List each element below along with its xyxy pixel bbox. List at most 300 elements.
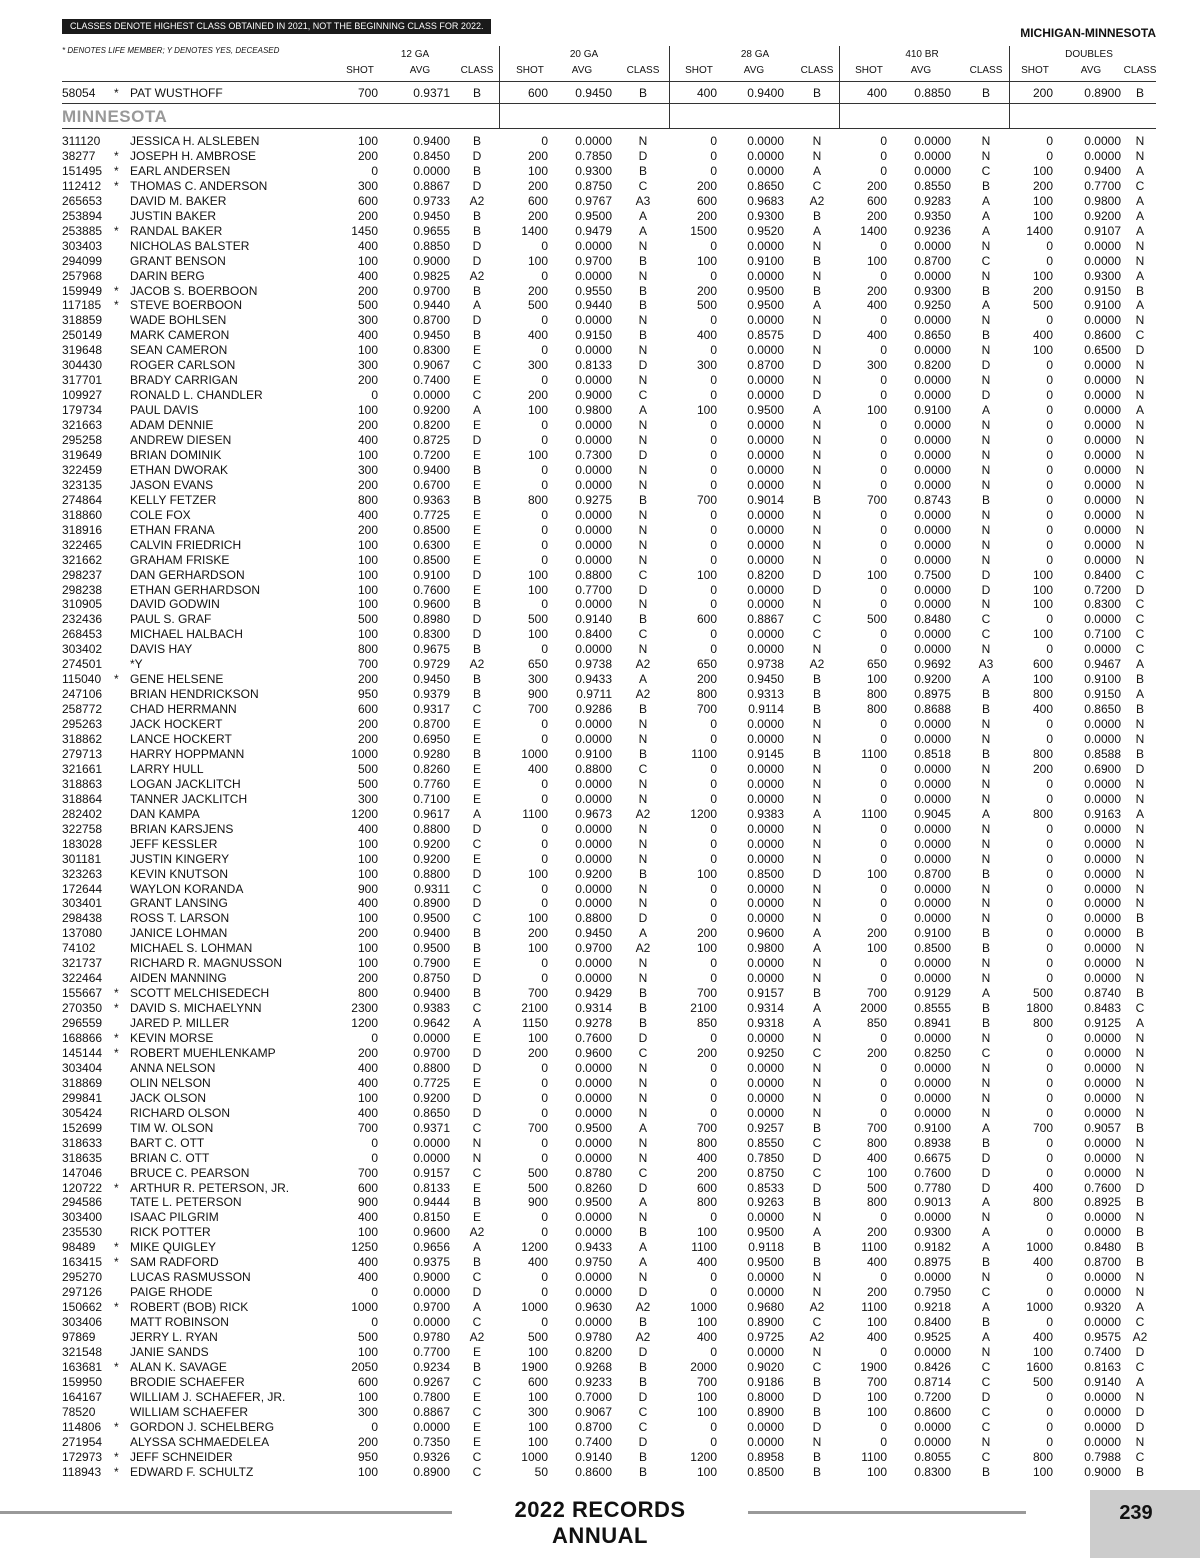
average: 0.0000 [575, 956, 612, 970]
class-value: N [812, 373, 822, 387]
average: 0.0000 [1084, 732, 1121, 746]
shot-count: 0 [710, 852, 717, 866]
class-value: B [981, 1315, 990, 1329]
shot-count: 700 [696, 493, 717, 507]
member-id: 114806 [62, 1420, 102, 1434]
shot-count: 100 [866, 568, 887, 582]
average: 0.0000 [575, 538, 612, 552]
shot-count: 300 [357, 313, 378, 327]
shot-count: 100 [527, 941, 548, 955]
class-value: C [638, 1420, 648, 1434]
shot-count: 800 [357, 493, 378, 507]
average: 0.0000 [1084, 418, 1121, 432]
class-value: D [638, 1285, 648, 1299]
class-value: C [638, 1405, 648, 1419]
member-id: 115040 [62, 672, 102, 686]
class-value: N [812, 882, 822, 896]
class-value: N [981, 822, 991, 836]
table-row [0, 837, 1200, 852]
average: 0.9383 [413, 1001, 450, 1015]
average: 0.8055 [914, 1450, 951, 1464]
class-value: N [638, 837, 648, 851]
class-value: B [981, 1136, 990, 1150]
class-value: B [812, 1405, 821, 1419]
average: 0.8780 [575, 1166, 612, 1180]
shot-count: 0 [1046, 732, 1053, 746]
average: 0.8200 [413, 418, 450, 432]
class-value: D [472, 1061, 482, 1075]
footer-rule-left [0, 1511, 452, 1514]
class-value: N [812, 313, 822, 327]
class-value: N [638, 343, 648, 357]
average: 0.0000 [1084, 717, 1121, 731]
shot-count: 100 [527, 627, 548, 641]
class-value: A [981, 672, 990, 686]
class-value: B [472, 747, 481, 761]
class-value: B [1135, 986, 1144, 1000]
table-row [0, 597, 1200, 612]
average: 0.9500 [747, 1255, 784, 1269]
member-id: 296559 [62, 1016, 103, 1030]
shot-count: 0 [1046, 956, 1053, 970]
class-value: B [1135, 1255, 1144, 1269]
average: 0.9140 [575, 612, 612, 626]
shot-count: 100 [527, 583, 548, 597]
average: 0.9000 [1084, 1465, 1121, 1479]
class-value: A [1135, 657, 1144, 671]
shooter-name: JARED P. MILLER [130, 1016, 230, 1030]
member-id: 258772 [62, 702, 103, 716]
shot-count: 0 [541, 717, 548, 731]
class-value: D [812, 358, 822, 372]
class-value: A [472, 403, 481, 417]
shot-count: 0 [1046, 1031, 1053, 1045]
average: 0.9278 [575, 1016, 612, 1030]
class-value: N [812, 896, 822, 910]
class-value: B [981, 86, 990, 100]
class-value: B [981, 747, 990, 761]
table-row [0, 583, 1200, 598]
sub-header-shot: SHOT [855, 65, 883, 76]
class-value: N [638, 553, 648, 567]
shot-count: 0 [541, 269, 548, 283]
shot-count: 1400 [860, 224, 887, 238]
class-value: E [472, 448, 481, 462]
sub-header-avg: AVG [910, 65, 932, 76]
average: 0.0000 [1084, 642, 1121, 656]
class-value: N [812, 762, 822, 776]
member-id: 303402 [62, 642, 103, 656]
average: 0.0000 [413, 1315, 450, 1329]
class-value: C [981, 627, 991, 641]
class-value: D [472, 627, 482, 641]
shooter-name: BART C. OTT [130, 1136, 205, 1150]
shot-count: 0 [541, 418, 548, 432]
shot-count: 600 [357, 1375, 378, 1389]
average: 0.0000 [747, 837, 784, 851]
class-value: B [472, 284, 481, 298]
class-value: C [981, 1420, 991, 1434]
life-member-mark: * [114, 1240, 119, 1254]
shot-count: 100 [696, 867, 717, 881]
member-id: 270350 [62, 1001, 103, 1015]
average: 0.0000 [575, 508, 612, 522]
average: 0.9000 [413, 1270, 450, 1284]
shot-count: 100 [357, 343, 378, 357]
shot-count: 800 [527, 493, 548, 507]
average: 0.0000 [747, 732, 784, 746]
shot-count: 0 [541, 1091, 548, 1105]
shot-count: 0 [880, 134, 887, 148]
shot-count: 0 [880, 523, 887, 537]
life-member-mark: * [114, 1420, 119, 1434]
class-value: N [1135, 1435, 1145, 1449]
class-value: D [638, 149, 648, 163]
table-row [0, 448, 1200, 463]
average: 0.9100 [575, 747, 612, 761]
class-value: N [981, 777, 991, 791]
shooter-name: ROBERT MUEHLENKAMP [130, 1046, 276, 1060]
average: 0.9300 [1084, 269, 1121, 283]
shot-count: 0 [710, 896, 717, 910]
shot-count: 400 [866, 1255, 887, 1269]
table-row [0, 732, 1200, 747]
shooter-name: ADAM DENNIE [130, 418, 214, 432]
shot-count: 400 [866, 298, 887, 312]
sub-header-class: CLASS [626, 65, 660, 76]
average: 0.8850 [914, 86, 951, 100]
average: 0.9371 [413, 86, 450, 100]
class-value: N [981, 343, 991, 357]
table-row [0, 1001, 1200, 1016]
class-value: B [472, 328, 481, 342]
shot-count: 0 [541, 313, 548, 327]
class-value: B [812, 1240, 821, 1254]
table-row [0, 553, 1200, 568]
average: 0.9600 [413, 1225, 450, 1239]
average: 0.9236 [914, 224, 951, 238]
group-header: 20 GA [569, 49, 599, 60]
class-value: N [638, 433, 648, 447]
average: 0.0000 [575, 1315, 612, 1329]
class-value: D [472, 1106, 482, 1120]
member-id: 118943 [62, 1465, 102, 1479]
average: 0.8800 [413, 822, 450, 836]
table-row [0, 896, 1200, 911]
shot-count: 400 [1032, 1181, 1053, 1195]
class-value: N [638, 642, 648, 656]
shot-count: 1150 [522, 1016, 548, 1030]
average: 0.9711 [576, 687, 612, 701]
average: 0.0000 [413, 1031, 450, 1045]
average: 0.9000 [413, 254, 450, 268]
shot-count: 400 [1032, 328, 1053, 342]
class-value: N [981, 1106, 991, 1120]
class-value: A [1135, 1375, 1144, 1389]
shot-count: 100 [866, 1315, 887, 1329]
average: 0.9280 [413, 747, 450, 761]
sub-header-avg: AVG [571, 65, 593, 76]
class-value: E [472, 1345, 481, 1359]
state-heading: MINNESOTA [62, 107, 168, 126]
shot-count: 600 [1032, 657, 1053, 671]
shot-count: 0 [880, 448, 887, 462]
average: 0.0000 [1084, 1210, 1121, 1224]
average: 0.0000 [575, 478, 612, 492]
class-value: N [812, 911, 822, 925]
shot-count: 400 [696, 1255, 717, 1269]
average: 0.8750 [575, 179, 612, 193]
shot-count: 0 [541, 373, 548, 387]
table-row [0, 1225, 1200, 1240]
shot-count: 0 [1046, 1270, 1053, 1284]
shot-count: 0 [710, 269, 717, 283]
class-value: D [638, 1181, 648, 1195]
member-id: 297126 [62, 1285, 103, 1299]
shot-count: 0 [880, 837, 887, 851]
class-value: N [981, 896, 991, 910]
class-value: B [638, 493, 647, 507]
average: 0.0000 [914, 583, 951, 597]
class-value: A2 [469, 1330, 485, 1344]
average: 0.0000 [747, 1076, 784, 1090]
page-number: 239 [1119, 1502, 1153, 1524]
shot-count: 200 [696, 926, 717, 940]
average: 0.0000 [914, 896, 951, 910]
shot-count: 0 [1046, 463, 1053, 477]
shot-count: 500 [527, 1330, 548, 1344]
shot-count: 400 [1032, 1330, 1053, 1344]
class-value: N [638, 508, 648, 522]
member-id: 318860 [62, 508, 103, 522]
shot-count: 0 [710, 448, 717, 462]
table-row [0, 209, 1200, 224]
shot-count: 0 [541, 956, 548, 970]
shot-count: 400 [357, 1270, 378, 1284]
shot-count: 400 [866, 86, 887, 100]
average: 0.0000 [1084, 792, 1121, 806]
class-value: E [472, 583, 481, 597]
shot-count: 100 [527, 448, 548, 462]
average: 0.9767 [575, 194, 612, 208]
shot-count: 200 [866, 1225, 887, 1239]
average: 0.8483 [1084, 1001, 1121, 1015]
average: 0.9100 [1084, 672, 1121, 686]
shot-count: 700 [696, 702, 717, 716]
member-id: 120722 [62, 1181, 103, 1195]
shot-count: 800 [696, 687, 717, 701]
member-id: 294586 [62, 1195, 103, 1209]
shot-count: 600 [527, 1375, 548, 1389]
class-value: N [981, 837, 991, 851]
class-value: N [1135, 1285, 1145, 1299]
average: 0.0000 [747, 1345, 784, 1359]
shot-count: 0 [880, 164, 887, 178]
average: 0.8700 [413, 313, 450, 327]
shot-count: 700 [357, 1166, 378, 1180]
average: 0.7100 [1084, 627, 1121, 641]
life-member-mark: * [114, 672, 119, 686]
class-value: N [981, 732, 991, 746]
class-value: N [981, 1435, 991, 1449]
class-value: B [638, 1360, 647, 1374]
shot-count: 1100 [861, 747, 887, 761]
table-row [0, 1031, 1200, 1046]
class-value: E [472, 418, 481, 432]
class-value: N [812, 1270, 822, 1284]
shot-count: 100 [357, 1225, 378, 1239]
table-row [0, 343, 1200, 358]
average: 0.0000 [747, 149, 784, 163]
average: 0.7725 [413, 508, 450, 522]
life-member-mark: * [114, 1255, 119, 1269]
shooter-name: RICK POTTER [130, 1225, 211, 1239]
average: 0.7500 [914, 568, 951, 582]
average: 0.0000 [914, 418, 951, 432]
table-row [0, 179, 1200, 194]
shot-count: 1100 [691, 747, 717, 761]
class-value: B [812, 493, 821, 507]
sub-header-class: CLASS [460, 65, 494, 76]
table-row [0, 687, 1200, 702]
shot-count: 700 [527, 702, 548, 716]
shot-count: 100 [696, 403, 717, 417]
average: 0.9013 [914, 1195, 951, 1209]
member-id: 318635 [62, 1151, 103, 1165]
average: 0.0000 [914, 837, 951, 851]
class-value: N [812, 732, 822, 746]
shot-count: 1900 [521, 1360, 548, 1374]
member-id: 58054 [62, 86, 96, 100]
shot-count: 0 [880, 149, 887, 163]
shot-count: 0 [1046, 1210, 1053, 1224]
table-row [0, 1136, 1200, 1151]
shot-count: 0 [880, 732, 887, 746]
shot-count: 0 [1046, 493, 1053, 507]
class-value: B [472, 493, 481, 507]
member-id: 257968 [62, 269, 103, 283]
shot-count: 600 [696, 612, 717, 626]
class-value: N [638, 732, 648, 746]
table-row [0, 642, 1200, 657]
class-value: B [981, 1001, 990, 1015]
average: 0.0000 [914, 1091, 951, 1105]
shot-count: 400 [357, 1061, 378, 1075]
class-value: N [1135, 313, 1145, 327]
shot-count: 0 [1046, 373, 1053, 387]
shot-count: 300 [696, 358, 717, 372]
shot-count: 0 [880, 822, 887, 836]
average: 0.9630 [575, 1300, 612, 1314]
class-value: B [981, 926, 990, 940]
average: 0.9700 [575, 254, 612, 268]
member-id: 279713 [62, 747, 103, 761]
class-value: D [981, 1166, 991, 1180]
average: 0.9440 [413, 298, 450, 312]
shot-count: 800 [1032, 1450, 1053, 1464]
average: 0.9145 [747, 747, 784, 761]
average: 0.0000 [914, 627, 951, 641]
class-value: D [638, 1390, 648, 1404]
shot-count: 0 [880, 852, 887, 866]
shot-count: 1800 [1026, 1001, 1053, 1015]
average: 0.8700 [747, 358, 784, 372]
shot-count: 900 [527, 1195, 548, 1209]
shooter-name: DAVID GODWIN [130, 597, 220, 611]
class-value: N [638, 597, 648, 611]
average: 0.0000 [747, 523, 784, 537]
shot-count: 0 [541, 1225, 548, 1239]
class-value: A [981, 1240, 990, 1254]
shooter-name: SAM RADFORD [130, 1255, 219, 1269]
class-value: N [812, 956, 822, 970]
class-value: C [981, 612, 991, 626]
class-value: A [472, 1240, 481, 1254]
shot-count: 0 [1046, 1405, 1053, 1419]
member-id: 318869 [62, 1076, 103, 1090]
shooter-name: KEVIN MORSE [130, 1031, 214, 1045]
average: 0.9680 [747, 1300, 784, 1314]
shot-count: 0 [880, 508, 887, 522]
table-row [0, 1091, 1200, 1106]
average: 0.9692 [914, 657, 951, 671]
average: 0.0000 [747, 597, 784, 611]
class-value: B [1135, 1121, 1144, 1135]
table-row [0, 523, 1200, 538]
shot-count: 1000 [1026, 1240, 1053, 1254]
class-value: N [1135, 1061, 1145, 1075]
class-value: B [638, 1375, 647, 1389]
average: 0.0000 [575, 239, 612, 253]
shot-count: 600 [527, 86, 548, 100]
shot-count: 850 [866, 1016, 887, 1030]
average: 0.9825 [413, 269, 450, 283]
table-row [0, 298, 1200, 313]
shot-count: 200 [696, 672, 717, 686]
class-value: A [638, 224, 647, 238]
average: 0.0000 [747, 1091, 784, 1105]
shot-count: 100 [357, 941, 378, 955]
shot-count: 1200 [351, 807, 378, 821]
class-value: C [638, 179, 648, 193]
class-value: D [812, 1420, 822, 1434]
shot-count: 0 [541, 433, 548, 447]
average: 0.9275 [575, 493, 612, 507]
shooter-name: ETHAN GERHARDSON [130, 583, 261, 597]
average: 0.8750 [413, 971, 450, 985]
shooter-name: RICHARD OLSON [130, 1106, 231, 1120]
shot-count: 0 [1046, 1061, 1053, 1075]
class-value: B [638, 298, 647, 312]
shot-count: 200 [527, 284, 548, 298]
shooter-name: TANNER JACKLITCH [130, 792, 248, 806]
shot-count: 1200 [690, 1450, 717, 1464]
average: 0.0000 [1084, 956, 1121, 970]
average: 0.0000 [1084, 254, 1121, 268]
member-id: 253885 [62, 224, 103, 238]
class-value: A2 [469, 1225, 485, 1239]
average: 0.9400 [747, 86, 784, 100]
class-value: D [472, 822, 482, 836]
table-row [0, 134, 1200, 149]
shot-count: 0 [1046, 1106, 1053, 1120]
shot-count: 0 [880, 882, 887, 896]
shot-count: 0 [710, 553, 717, 567]
average: 0.0000 [1084, 1270, 1121, 1284]
class-value: A [472, 807, 481, 821]
class-value: N [981, 1091, 991, 1105]
average: 0.0000 [1084, 941, 1121, 955]
